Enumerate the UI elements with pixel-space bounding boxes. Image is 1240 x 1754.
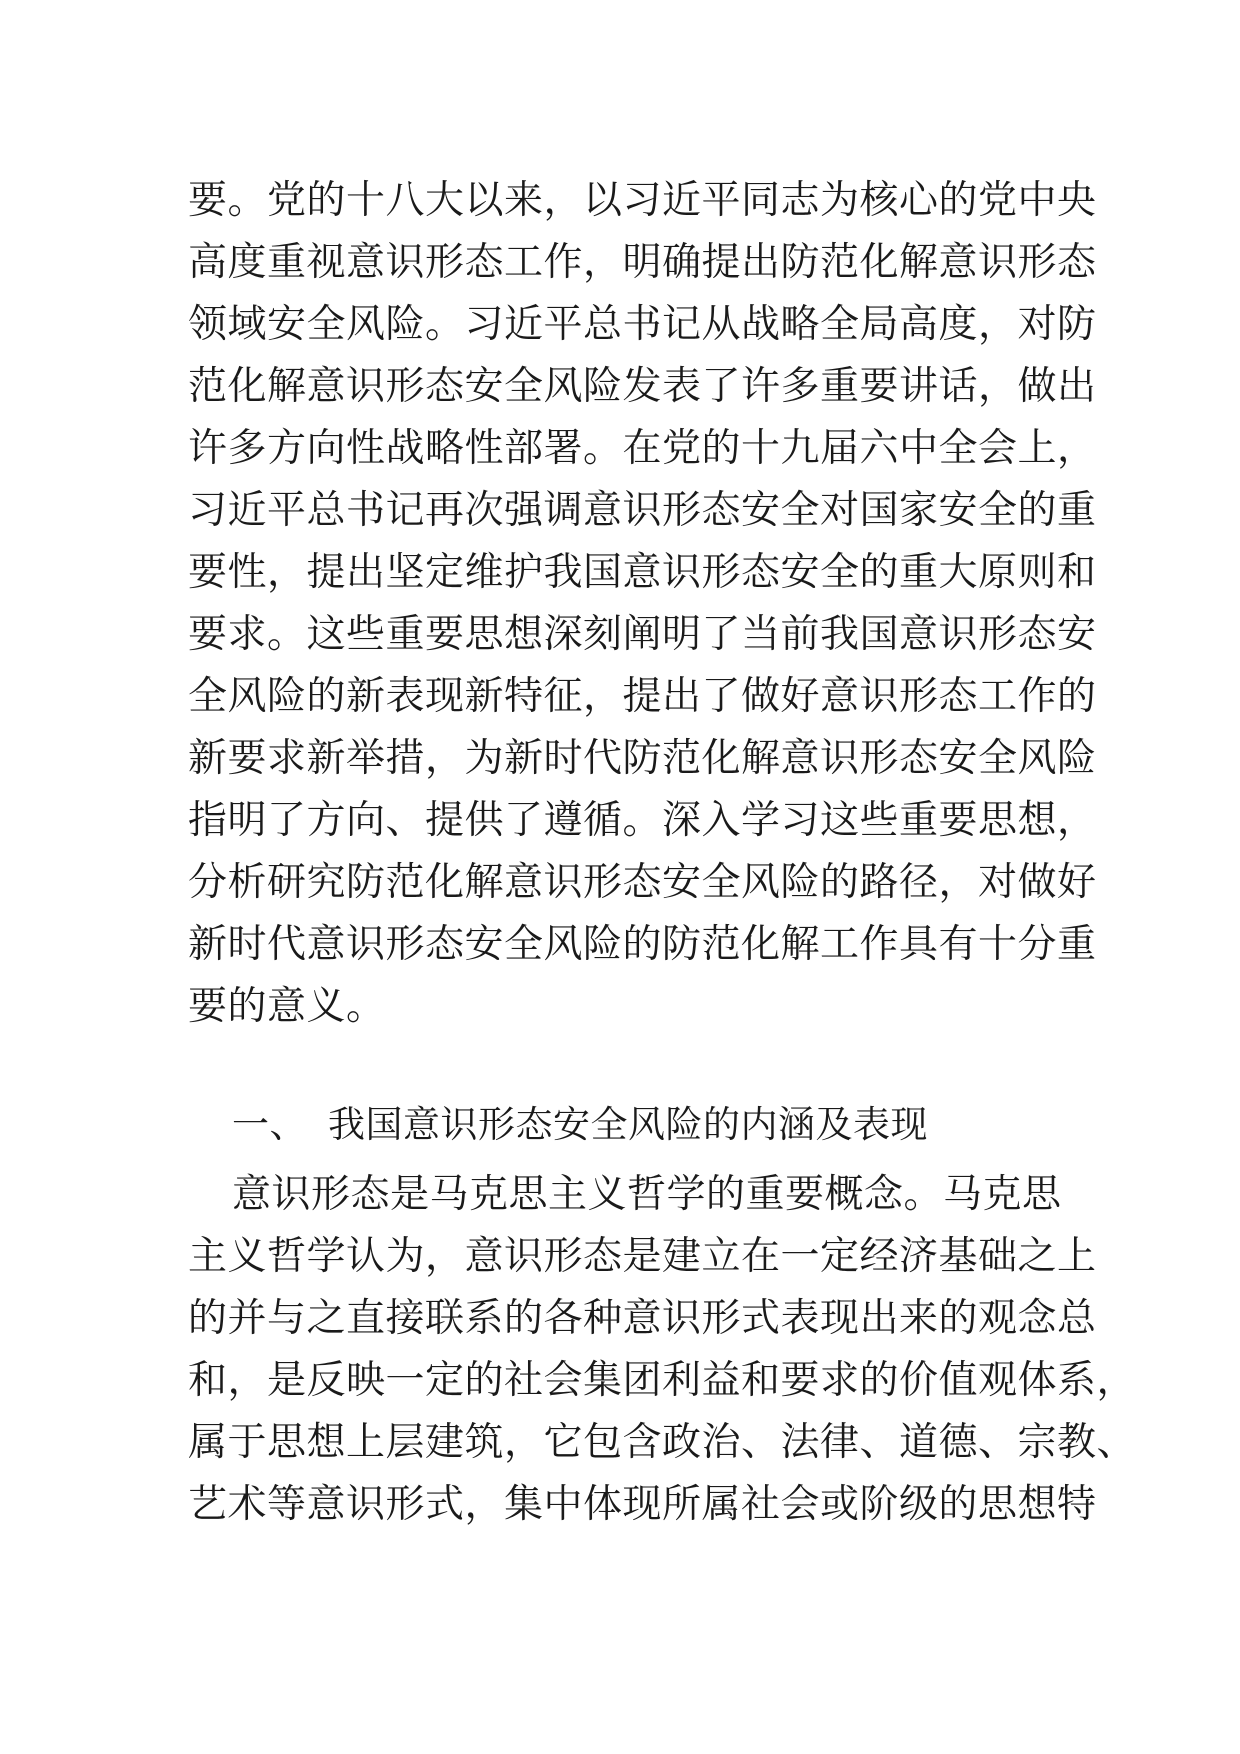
text-line: 主义哲学认为，意识形态是建立在一定经济基础之上	[188, 1234, 1097, 1279]
text-line: 的并与之直接联系的各种意识形式表现出来的观念总	[188, 1296, 1097, 1341]
text-line: 和，是反映一定的社会集团利益和要求的价值观体系，	[188, 1358, 1137, 1403]
section-number: 一、	[232, 1103, 307, 1146]
text-line: 艺术等意识形式，集中体现所属社会或阶级的思想特	[188, 1482, 1097, 1527]
text-line: 要的意义。	[188, 984, 386, 1029]
text-line: 范化解意识形态安全风险发表了许多重要讲话，做出	[188, 364, 1097, 409]
text-line: 新要求新举措，为新时代防范化解意识形态安全风险	[188, 736, 1097, 781]
body-paragraph-2	[188, 1164, 1136, 1536]
section-heading	[232, 1094, 928, 1156]
text-line: 要。党的十八大以来，以习近平同志为核心的党中央	[188, 178, 1097, 223]
text-line: 分析研究防范化解意识形态安全风险的路径，对做好	[188, 860, 1097, 905]
text-line: 许多方向性战略性部署。在党的十九届六中全会上，	[188, 426, 1097, 471]
text-line: 要求。这些重要思想深刻阐明了当前我国意识形态安	[188, 612, 1097, 657]
text-line: 意识形态是马克思主义哲学的重要概念。马克思	[232, 1172, 1062, 1217]
text-line: 高度重视意识形态工作，明确提出防范化解意识形态	[188, 240, 1097, 285]
text-line: 要性，提出坚定维护我国意识形态安全的重大原则和	[188, 550, 1097, 595]
section-title: 我国意识形态安全风险的内涵及表现	[328, 1103, 928, 1146]
text-line: 全风险的新表现新特征，提出了做好意识形态工作的	[188, 674, 1097, 719]
text-line: 习近平总书记再次强调意识形态安全对国家安全的重	[188, 488, 1097, 533]
text-line: 指明了方向、提供了遵循。深入学习这些重要思想，	[188, 798, 1097, 843]
text-line: 属于思想上层建筑，它包含政治、法律、道德、宗教、	[188, 1420, 1137, 1465]
text-line: 新时代意识形态安全风险的防范化解工作具有十分重	[188, 922, 1097, 967]
body-paragraph-1	[188, 170, 1097, 1038]
text-line: 领域安全风险。习近平总书记从战略全局高度，对防	[188, 302, 1097, 347]
